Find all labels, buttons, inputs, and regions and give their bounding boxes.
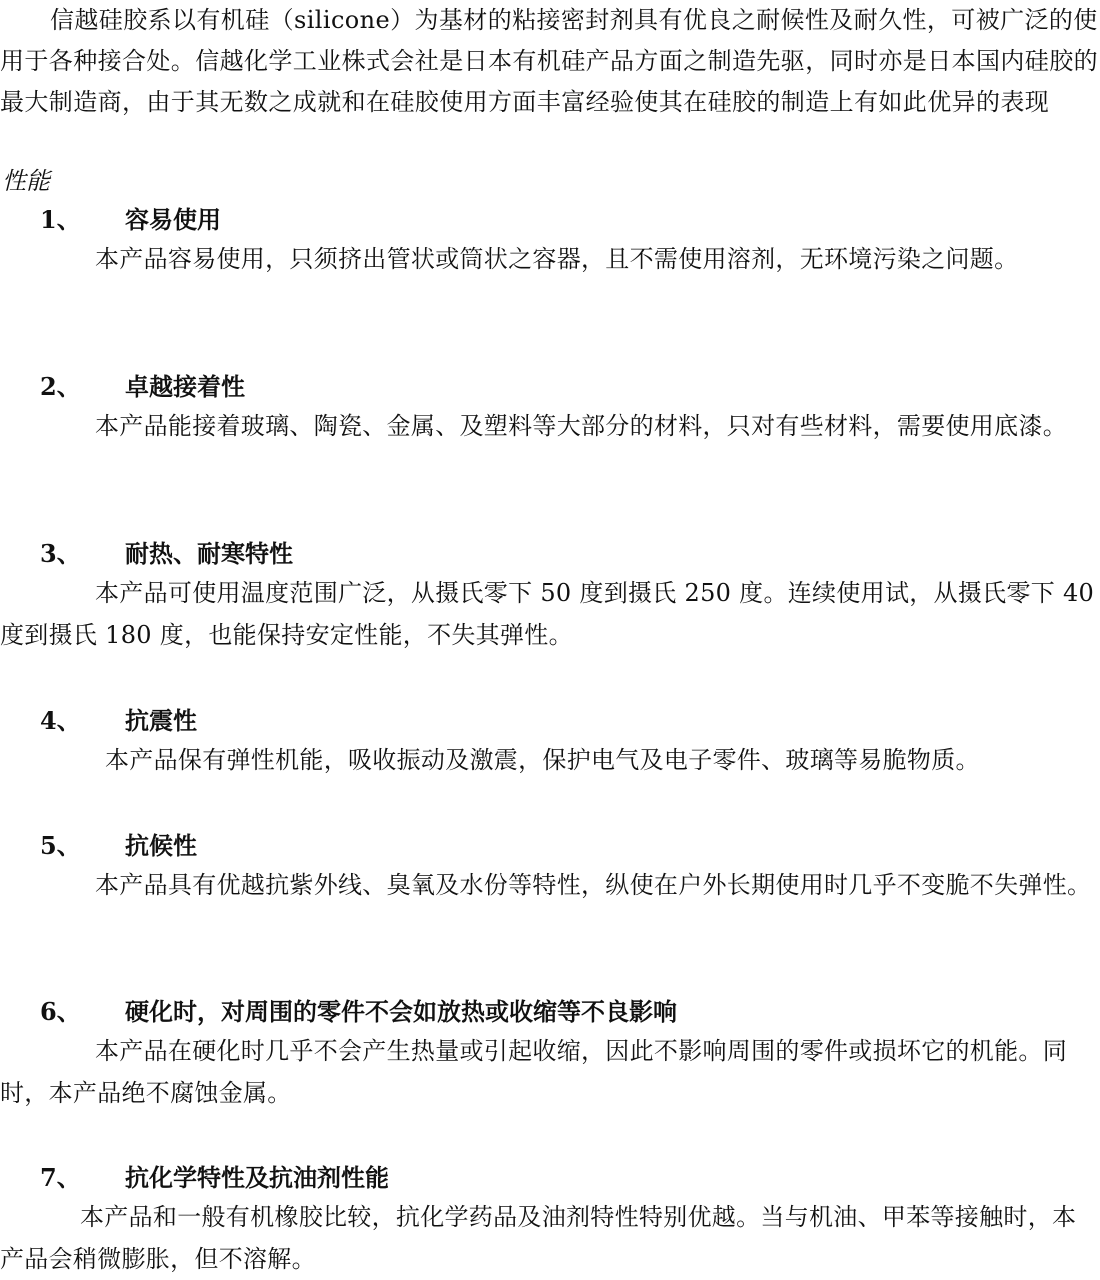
section-heading bbox=[0, 536, 1100, 572]
section-title: 抗化学特性及抗油剂性能 bbox=[125, 1164, 389, 1192]
section-number: 2、 bbox=[40, 372, 81, 401]
section-title: 硬化时，对周围的零件不会如放热或收缩等不良影响 bbox=[125, 998, 677, 1026]
section-title: 抗震性 bbox=[125, 707, 197, 735]
section-title: 抗候性 bbox=[125, 832, 197, 860]
section-number: 5、 bbox=[40, 831, 81, 860]
section-heading bbox=[0, 994, 1100, 1030]
section-curing-effects bbox=[0, 994, 1100, 1114]
section-heat-cold-resistance bbox=[0, 536, 1100, 656]
intro-paragraph: 信越硅胶系以有机硅（silicone）为基材的粘接密封剂具有优良之耐候性及耐久性，可被广泛的使用于各种接合处。信越化学工业株式会社是日本有机硅产品方面之制造先驱，同时亦是日本国内硅胶的最大制造商，由于其无数之成就和在硅胶使用方面丰富经验使其在硅胶的制造上有如此优异的表现 bbox=[0, 6, 1098, 116]
section-body: 本产品可使用温度范围广泛，从摄氏零下 50 度到摄氏 250 度。连续使用试，从摄氏零下 40 度到摄氏 180 度，也能保持安定性能，不失其弹性。 bbox=[0, 579, 1095, 649]
section-heading bbox=[0, 202, 1100, 238]
section-body: 本产品和一般有机橡胶比较，抗化学药品及油剂特性特别优越。当与机油、甲苯等接触时，本产品会稍微膨胀，但不溶解。 bbox=[0, 1203, 1077, 1273]
section-title: 耐热、耐寒特性 bbox=[125, 540, 293, 568]
section-chemical-oil-resistance bbox=[0, 1160, 1100, 1280]
section-heading bbox=[0, 369, 1100, 405]
section-body: 本产品保有弹性机能，吸收振动及激震，保护电气及电子零件、玻璃等易脆物质。 bbox=[105, 746, 980, 774]
section-heading bbox=[0, 828, 1100, 864]
section-number: 3、 bbox=[40, 539, 81, 568]
section-easy-to-use bbox=[0, 202, 1100, 280]
section-weather-resistance bbox=[0, 828, 1100, 906]
section-heading bbox=[0, 703, 1100, 739]
section-body: 本产品能接着玻璃、陶瓷、金属、及塑料等大部分的材料，只对有些材料，需要使用底漆。 bbox=[95, 412, 1067, 440]
section-adhesion bbox=[0, 369, 1100, 447]
section-shock-resistance bbox=[0, 703, 1100, 781]
section-number: 6、 bbox=[40, 997, 81, 1026]
section-body: 本产品具有优越抗紫外线、臭氧及水份等特性，纵使在户外长期使用时几乎不变脆不失弹性。 bbox=[95, 871, 1092, 899]
section-number: 1、 bbox=[40, 205, 81, 234]
section-title: 容易使用 bbox=[125, 206, 221, 234]
section-title: 卓越接着性 bbox=[125, 373, 245, 401]
section-number: 4、 bbox=[40, 706, 81, 735]
section-heading bbox=[0, 1160, 1100, 1196]
section-number: 7、 bbox=[40, 1163, 81, 1192]
section-body: 本产品在硬化时几乎不会产生热量或引起收缩，因此不影响周围的零件或损坏它的机能。同时，本产品绝不腐蚀金属。 bbox=[0, 1037, 1067, 1107]
section-body: 本产品容易使用，只须挤出管状或筒状之容器，且不需使用溶剂，无环境污染之问题。 bbox=[95, 245, 1019, 273]
performance-heading: 性能 bbox=[2, 167, 50, 195]
